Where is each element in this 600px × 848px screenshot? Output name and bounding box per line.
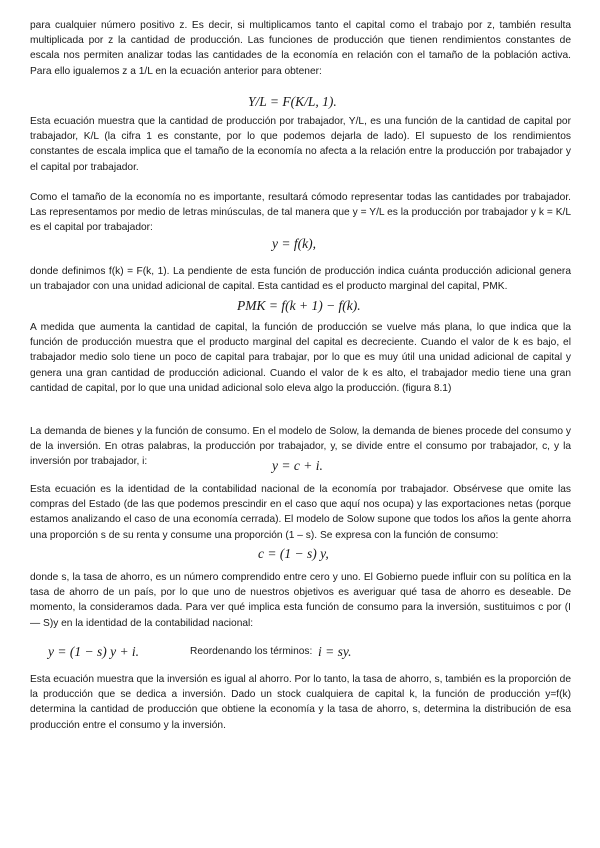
paragraph-4: donde definimos f(k) = F(k, 1). La pendiente de esta función de producción indica cuánta producción adicional genera un trabajador con una unidad adicional de capital. Esta cantidad es el producto marginal del capital, PMK.	[30, 266, 571, 293]
paragraph-5: A medida que aumenta la cantidad de capital, la función de producción se vuelve más plana, lo que indica que la función de producción muestra que el producto marginal del capital es decreciente. Cuando el valor de k es bajo, el trabajador medio solo tiene un poco de capital para trabajar, por lo que es muy útil una unidad adicional de capital y genera una gran cantidad de producción adicional. Cuando el valor de k es alto, el trabajador medio tiene una gran cantidad de capital, por lo que una unidad adicional solo eleva algo la producción. (figura 8.1)	[30, 322, 571, 394]
equation-marginal-product: PMK = f(k + 1) − f(k).	[237, 298, 361, 313]
equation-substitution: y = (1 − s) y + i.	[48, 644, 140, 659]
equation-investment-saving: i = sy.	[318, 644, 352, 659]
paragraph-1: para cualquier número positivo z. Es decir, si multiplicamos tanto el capital como el trabajo por z, también resulta multiplicada por z la cantidad de producción. Las funciones de producción que tienen rendimientos constantes de escala nos permiten analizar todas las cantidades de la economía en relación con el tamaño de la población activa. Para ello igualemos z a 1/L en la ecuación anterior para obtener:	[30, 20, 571, 77]
paragraph-9: Esta ecuación muestra que la inversión es igual al ahorro. Por lo tanto, la tasa de ahorro, s, también es la proporción de la producción que se dedica a inversión. Dado un stock cualquiera de capital k, la función de producción y=f(k) determina la cantidad de producción que obtiene la economía y la tasa de ahorro, s, determina la distribución de esa producción entre el consumo y la inversión.	[30, 674, 571, 731]
equation-consumption-function: c = (1 − s) y,	[258, 546, 329, 561]
equation-production-function: y = f(k),	[272, 236, 316, 251]
paragraph-3: Como el tamaño de la economía no es importante, resultará cómodo representar todas las cantidades por trabajador. Las representamos por medio de letras minúsculas, de tal manera que y = Y/L es la producción por trabajador y k = K/L es el capital por trabajador:	[30, 192, 571, 234]
equation-demand-identity: y = c + i.	[272, 458, 323, 473]
paragraph-8: donde s, la tasa de ahorro, es un número comprendido entre cero y uno. El Gobierno puede influir con su política en la tasa de ahorro de un país, por lo que uno de nuestros objetivos es averiguar qué tasa de ahorro es deseable. De momento, la consideramos dada. Para ver qué implica esta función de consumo para la inversión, sustituimos c por (I — S)y en la identidad de la contabilidad nacional:	[30, 572, 571, 629]
reordering-label: Reordenando los términos:	[190, 646, 313, 657]
equation-output-per-worker: Y/L = F(K/L, 1).	[248, 94, 337, 109]
paragraph-7: Esta ecuación es la identidad de la contabilidad nacional de la economía por trabajador. Obsérvese que omite las compras del Estado (de las que podemos prescindir en el caso que aquí nos ocupa) y las exportaciones netas (porque estamos analizando el caso de una economía cerrada). El modelo de Solow supone que todos los años la gente ahorra una proporción s de su renta y consume una proporción (1 – s). Se expresa con la función de consumo:	[30, 484, 571, 541]
paragraph-6: La demanda de bienes y la función de consumo. En el modelo de Solow, la demanda de bienes procede del consumo y de la inversión. En otras palabras, la producción por trabajador, y, se divide entre el consumo por trabajador, c, y la inversión por trabajador, i:	[30, 426, 571, 468]
paragraph-2: Esta ecuación muestra que la cantidad de producción por trabajador, Y/L, es una función de la cantidad de capital por trabajador, K/L (la cifra 1 es constante, por lo que podemos dejarla de lado). El supuesto de los rendimientos constantes de escala implica que el tamaño de la economía no afecta a la relación entre la producción por trabajador y el capital por trabajador.	[30, 116, 571, 173]
